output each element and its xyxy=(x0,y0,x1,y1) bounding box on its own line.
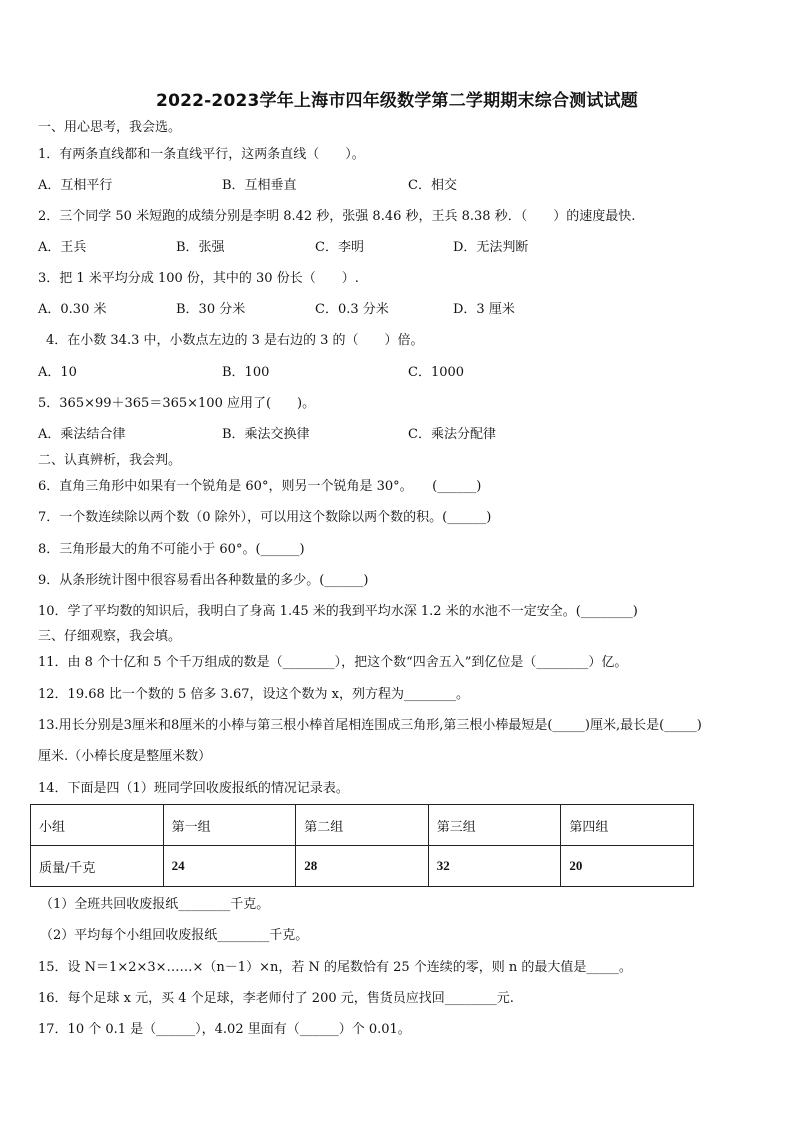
question-15: 15．设 N＝1×2×3×……×（n－1）×n，若 N 的尾数恰有 25 个连续的零，则 n 的最大值是_____。 xyxy=(38,960,632,975)
q1-option-b: B．互相垂直 xyxy=(222,178,297,193)
question-10: 10．学了平均数的知识后，我明白了身高 1.45 米的我到平均水深 1.2 米的水池不一定安全。(________) xyxy=(38,604,638,619)
q2-option-a: A．王兵 xyxy=(38,240,87,255)
table-cell: 第二组 xyxy=(296,805,429,846)
table-cell: 第一组 xyxy=(163,805,296,846)
question-4: 4．在小数 34.3 中，小数点左边的 3 是右边的 3 的（ ）倍。 xyxy=(46,333,424,348)
table-cell: 32 xyxy=(428,846,561,887)
q5-option-c: C．乘法分配律 xyxy=(408,427,496,442)
table-row xyxy=(31,846,694,887)
table-cell: 第四组 xyxy=(561,805,694,846)
q4-option-c: C．1000 xyxy=(408,365,465,380)
page-title: 2022-2023学年上海市四年级数学第二学期期末综合测试试题 xyxy=(156,91,638,111)
question-7: 7．一个数连续除以两个数（0 除外），可以用这个数除以两个数的积。(______) xyxy=(38,510,492,525)
q2-option-d: D．无法判断 xyxy=(453,240,529,255)
q3-option-a: A．0.30 米 xyxy=(38,302,107,317)
q4-option-b: B．100 xyxy=(222,365,270,380)
collection-table xyxy=(30,804,694,887)
question-6: 6．直角三角形中如果有一个锐角是 60°，则另一个锐角是 30°。 (______) xyxy=(38,479,482,494)
question-5: 5．365×99＋365＝365×100 应用了( )。 xyxy=(38,396,316,411)
question-8: 8．三角形最大的角不可能小于 60°。(______) xyxy=(38,542,305,557)
question-17: 17．10 个 0.1 是（______），4.02 里面有（______）个 0.01。 xyxy=(38,1022,411,1037)
table-cell: 小组 xyxy=(31,805,164,846)
q5-option-b: B．乘法交换律 xyxy=(222,427,310,442)
question-12: 12．19.68 比一个数的 5 倍多 3.67，设这个数为 x，列方程为________。 xyxy=(38,687,469,702)
q2-option-b: B．张强 xyxy=(176,240,225,255)
section-heading-1: 一、用心思考，我会选。 xyxy=(38,120,182,135)
table-header-row xyxy=(31,805,694,846)
question-14-part-2: （2）平均每个小组回收废报纸________千克。 xyxy=(40,928,309,943)
q1-option-a: A．互相平行 xyxy=(38,178,113,193)
question-3: 3．把 1 米平均分成 100 份，其中的 30 份长（ ）. xyxy=(38,271,359,286)
table-cell: 第三组 xyxy=(428,805,561,846)
q5-option-a: A．乘法结合律 xyxy=(38,427,126,442)
section-heading-3: 三、仔细观察，我会填。 xyxy=(38,629,182,644)
question-2: 2．三个同学 50 米短跑的成绩分别是李明 8.42 秒，张强 8.46 秒，王兵 8.38 秒．（ ）的速度最快. xyxy=(38,209,636,224)
question-16: 16．每个足球 x 元，买 4 个足球，李老师付了 200 元，售货员应找回________元. xyxy=(38,991,514,1006)
q4-option-a: A．10 xyxy=(38,365,77,380)
table-cell: 28 xyxy=(296,846,429,887)
question-13-line-2: 厘米.（小棒长度是整厘米数） xyxy=(38,749,212,764)
question-1: 1．有两条直线都和一条直线平行，这两条直线（ ）。 xyxy=(38,147,365,162)
q3-option-c: C．0.3 分米 xyxy=(315,302,389,317)
q1-option-c: C．相交 xyxy=(408,178,457,193)
question-13-line-1: 13.用长分别是3厘米和8厘米的小棒与第三根小棒首尾相连围成三角形,第三根小棒最短是(_____)厘米,最长是(_____) xyxy=(38,718,702,733)
question-11: 11．由 8 个十亿和 5 个千万组成的数是（________），把这个数“四舍五入”到亿位是（________）亿。 xyxy=(38,655,628,670)
section-heading-2: 二、认真辨析，我会判。 xyxy=(38,453,182,468)
question-14-part-1: （1）全班共回收废报纸________千克。 xyxy=(40,897,270,912)
question-14: 14．下面是四（1）班同学回收废报纸的情况记录表。 xyxy=(38,781,349,796)
q3-option-d: D．3 厘米 xyxy=(453,302,515,317)
q2-option-c: C．李明 xyxy=(315,240,364,255)
table-cell: 质量/千克 xyxy=(31,846,164,887)
question-9: 9．从条形统计图中很容易看出各种数量的多少。(______) xyxy=(38,573,369,588)
table-cell: 24 xyxy=(163,846,296,887)
table-cell: 20 xyxy=(561,846,694,887)
q3-option-b: B．30 分米 xyxy=(176,302,246,317)
